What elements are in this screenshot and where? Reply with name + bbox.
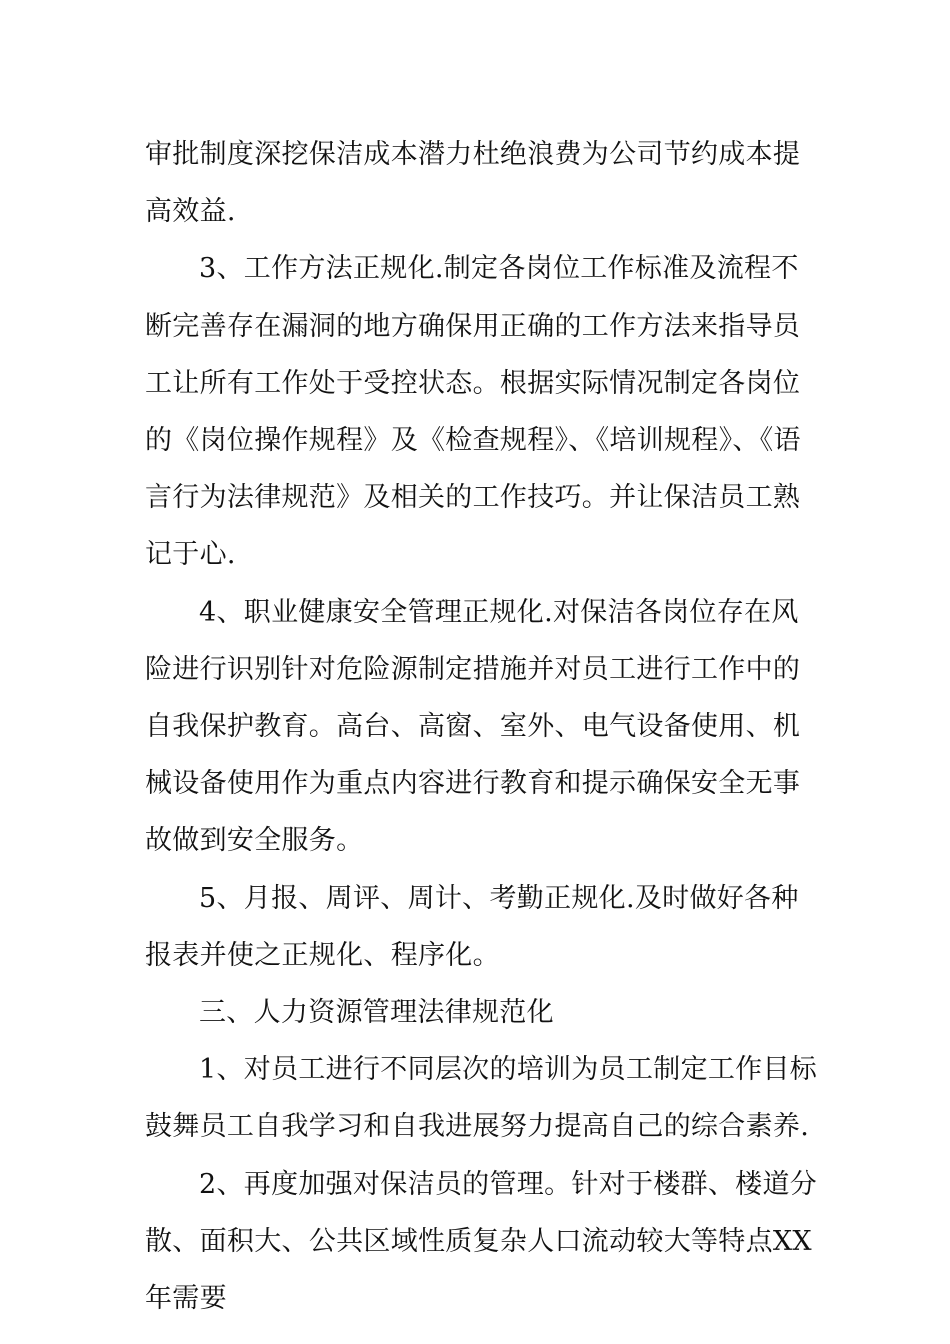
paragraph-6: 2、再度加强对保洁员的管理。针对于楼群、楼道分散、面积大、公共区域性质复杂人口流动较大等特点XX年需要 (145, 1168, 818, 1315)
paragraph-4: 5、月报、周评、周计、考勤正规化.及时做好各种报表并使之正规化、程序化。 (145, 882, 799, 971)
paragraph-1: 审批制度深挖保洁成本潜力杜绝浪费为公司节约成本提高效益. (145, 139, 801, 228)
section-heading: 三、人力资源管理法律规范化 (199, 997, 554, 1029)
paragraph-3: 4、职业健康安全管理正规化.对保洁各岗位存在风险进行识别针对危险源制定措施并对员工进行工作中的自我保护教育。高台、高窗、室外、电气设备使用、机械设备使用作为重点内容进行教育和提示确保安全无事故做到安全服务。 (145, 596, 801, 857)
paragraph-5: 1、对员工进行不同层次的培训为员工制定工作目标鼓舞员工自我学习和自我进展努力提高自己的综合素养. (145, 1054, 818, 1143)
document-body (145, 126, 825, 1327)
paragraph-2: 3、工作方法正规化.制定各岗位工作标准及流程不断完善存在漏洞的地方确保用正确的工作方法来指导员工让所有工作处于受控状态。根据实际情况制定各岗位的《岗位操作规程》及《检查规程》、《培训规程》、《语言行为法律规范》及相关的工作技巧。并让保洁员工熟记于心. (145, 253, 801, 571)
